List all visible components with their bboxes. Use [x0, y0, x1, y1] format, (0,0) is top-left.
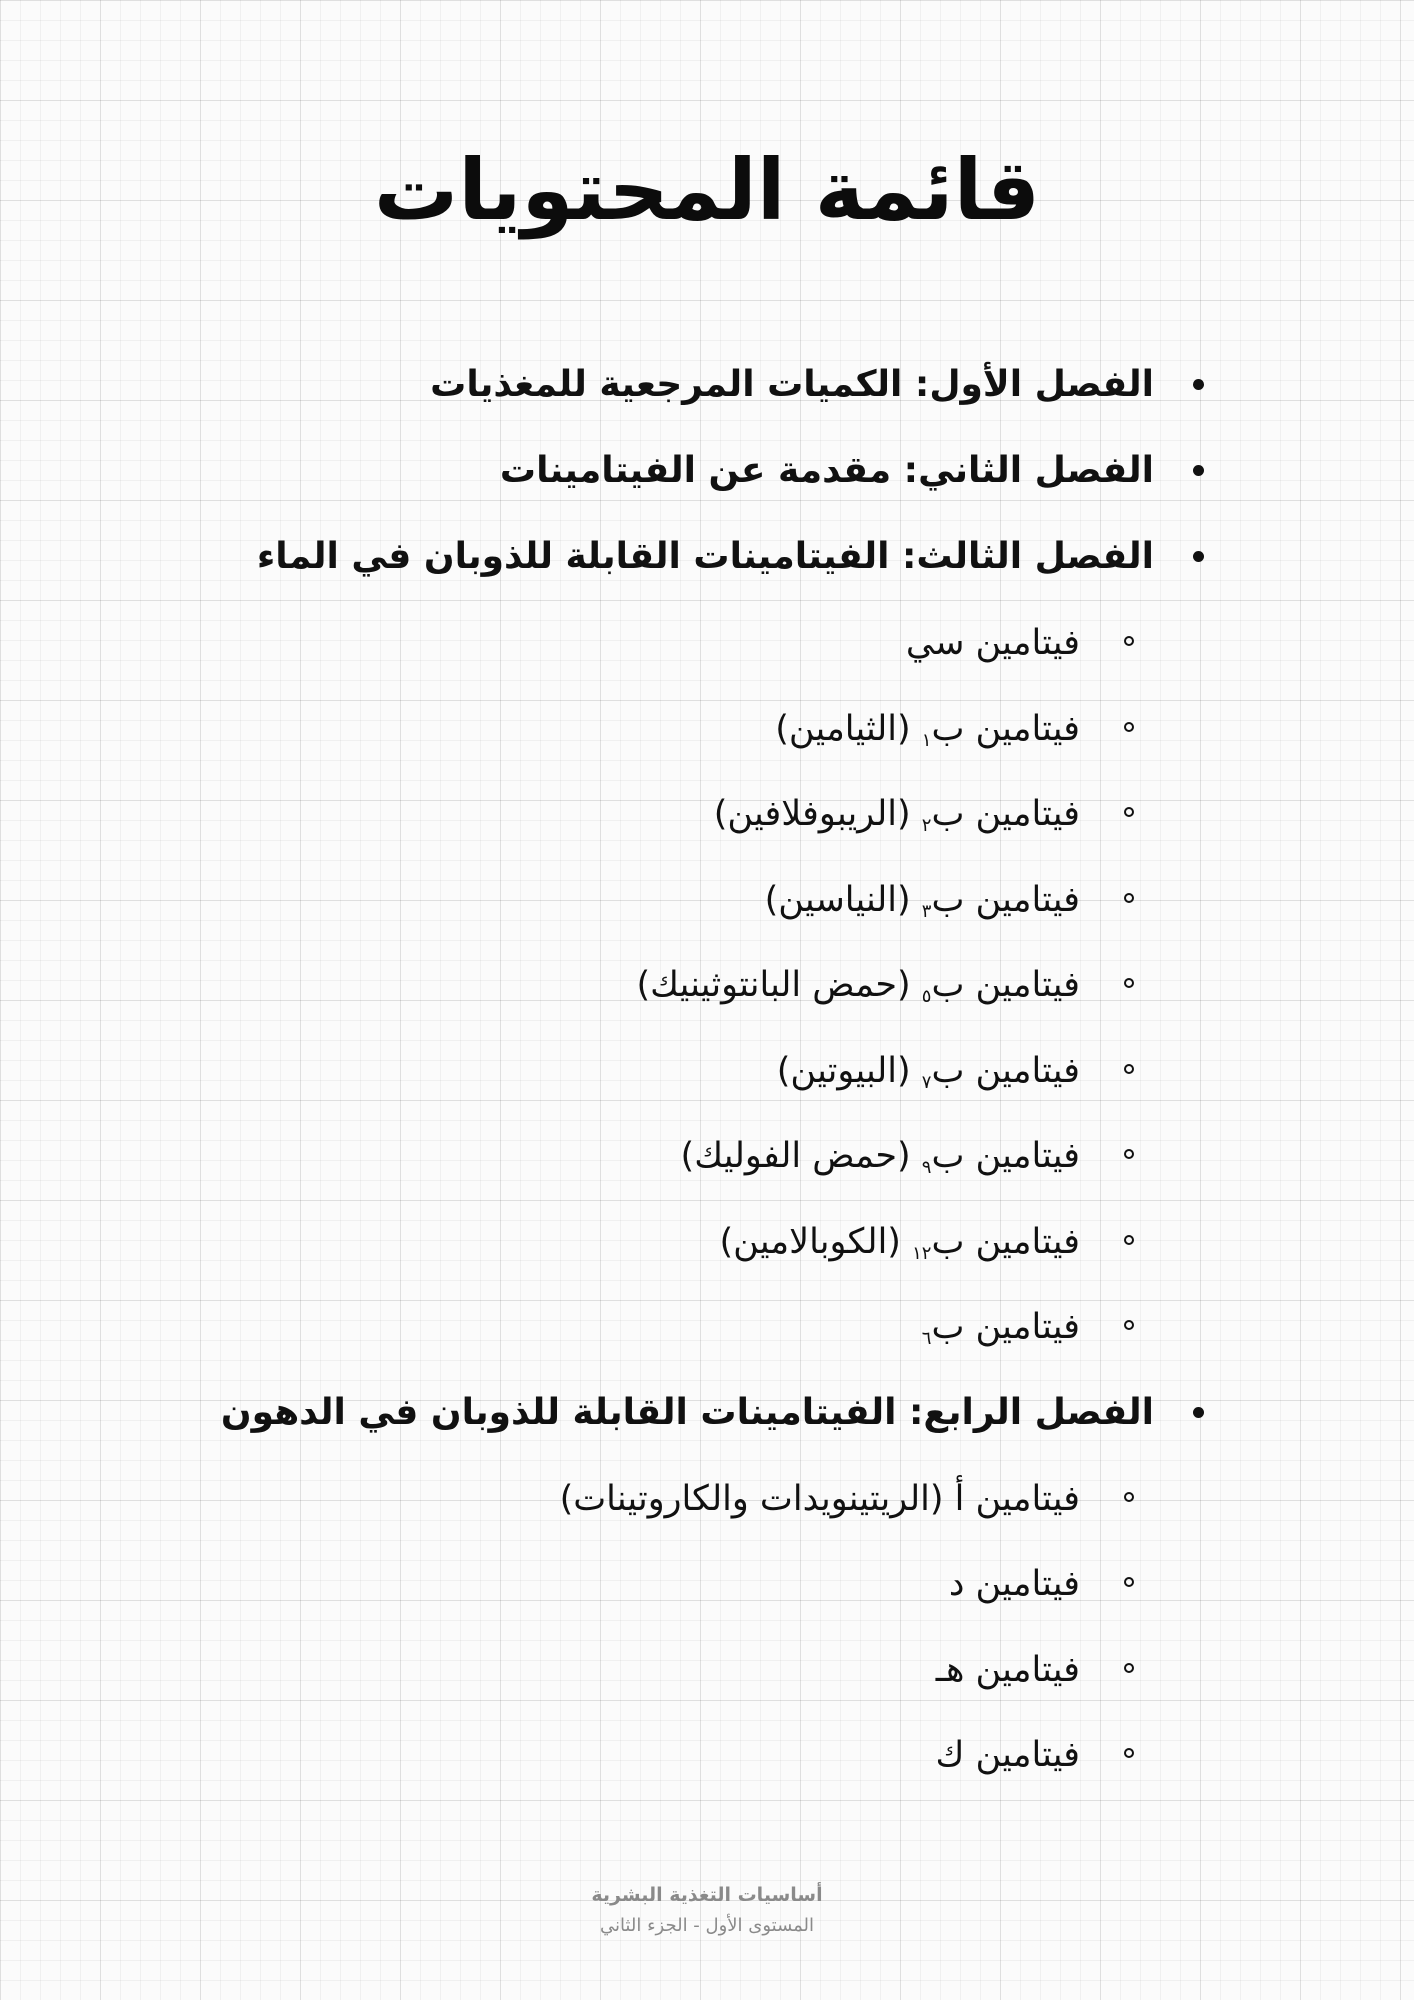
toc-item-vitamin-b6	[154, 1297, 1304, 1383]
item-name: (البيوتين)	[776, 1050, 911, 1091]
item-label: فيتامين ب	[931, 708, 1080, 749]
item-subscript: ١٢	[912, 1242, 932, 1264]
hollow-bullet-icon	[1124, 722, 1134, 732]
item-subscript: ٢	[921, 815, 932, 836]
item-label: فيتامين ك	[935, 1735, 1080, 1775]
toc-chapter-1	[154, 355, 1304, 441]
toc-item-vitamin-b9	[154, 1126, 1304, 1212]
toc-item-vitamin-a	[154, 1469, 1304, 1555]
footer-book-title: أساسيات التغذية البشرية	[591, 1884, 823, 1906]
table-of-contents	[154, 355, 1304, 1811]
item-label: فيتامين سي	[905, 623, 1080, 663]
footer-level: المستوى الأول - الجزء الثاني	[599, 1915, 815, 1936]
toc-chapter-3	[154, 527, 1304, 613]
hollow-bullet-icon	[1124, 1064, 1134, 1074]
item-subscript: ٥	[921, 986, 932, 1007]
toc-item-vitamin-b2	[154, 784, 1304, 870]
item-label: فيتامين ب	[931, 879, 1080, 920]
hollow-bullet-icon	[1124, 807, 1134, 817]
hollow-bullet-icon	[1124, 978, 1134, 988]
item-label: فيتامين ب	[931, 794, 1080, 834]
filled-bullet-icon	[1193, 551, 1204, 562]
toc-item-vitamin-b1	[154, 699, 1304, 785]
toc-item-vitamin-d	[154, 1554, 1304, 1640]
item-label: فيتامين ب	[931, 1221, 1080, 1262]
item-name: (حمض الفوليك)	[680, 1136, 911, 1176]
hollow-bullet-icon	[1124, 1492, 1134, 1502]
item-name: (حمض البانتوثينيك)	[636, 965, 911, 1005]
item-label: فيتامين ب	[931, 1136, 1080, 1176]
toc-item-vitamin-b7	[154, 1041, 1304, 1127]
hollow-bullet-icon	[1124, 1577, 1134, 1587]
filled-bullet-icon	[1193, 379, 1204, 390]
item-label: فيتامين ب	[931, 965, 1080, 1005]
item-subscript: ١	[921, 729, 932, 751]
item-name: (الثيامين)	[775, 708, 911, 749]
item-name: (الريبوفلافين)	[713, 794, 911, 834]
chapter-2-label: الفصل الثاني: مقدمة عن الفيتامينات	[499, 450, 1154, 491]
page-title: قائمة المحتويات	[373, 141, 1041, 239]
item-name: (النياسين)	[764, 879, 911, 920]
item-label: فيتامين د	[948, 1564, 1080, 1604]
item-label: فيتامين ب	[931, 1050, 1080, 1091]
hollow-bullet-icon	[1124, 1235, 1134, 1245]
toc-item-vitamin-e	[154, 1640, 1304, 1726]
chapter-3-label: الفصل الثالث: الفيتامينات القابلة للذوبان في الماء	[256, 536, 1154, 577]
item-subscript: ٦	[921, 1328, 932, 1349]
item-label: فيتامين هـ	[935, 1649, 1080, 1690]
toc-item-vitamin-b3	[154, 870, 1304, 956]
hollow-bullet-icon	[1124, 1663, 1134, 1673]
toc-item-vitamin-b12	[154, 1212, 1304, 1298]
toc-item-vitamin-c	[154, 613, 1304, 699]
hollow-bullet-icon	[1124, 636, 1134, 646]
item-label: فيتامين أ (الريتينويدات والكاروتينات)	[559, 1478, 1080, 1519]
item-subscript: ٣	[921, 900, 932, 922]
hollow-bullet-icon	[1124, 1149, 1134, 1159]
chapter-1-label: الفصل الأول: الكميات المرجعية للمغذيات	[430, 364, 1154, 405]
item-name: (الكوبالامين)	[719, 1221, 901, 1262]
hollow-bullet-icon	[1124, 893, 1134, 903]
filled-bullet-icon	[1193, 1407, 1204, 1418]
toc-item-vitamin-k	[154, 1725, 1304, 1811]
filled-bullet-icon	[1193, 465, 1204, 476]
chapter-4-label: الفصل الرابع: الفيتامينات القابلة للذوبان في الدهون	[220, 1391, 1154, 1433]
page-footer	[0, 1880, 1414, 1942]
hollow-bullet-icon	[1124, 1748, 1134, 1758]
hollow-bullet-icon	[1124, 1320, 1134, 1330]
item-label: فيتامين ب	[931, 1307, 1080, 1347]
toc-chapter-4	[154, 1383, 1304, 1469]
toc-chapter-2	[154, 441, 1304, 527]
item-subscript: ٩	[921, 1157, 932, 1178]
item-subscript: ٧	[921, 1071, 932, 1093]
toc-item-vitamin-b5	[154, 955, 1304, 1041]
